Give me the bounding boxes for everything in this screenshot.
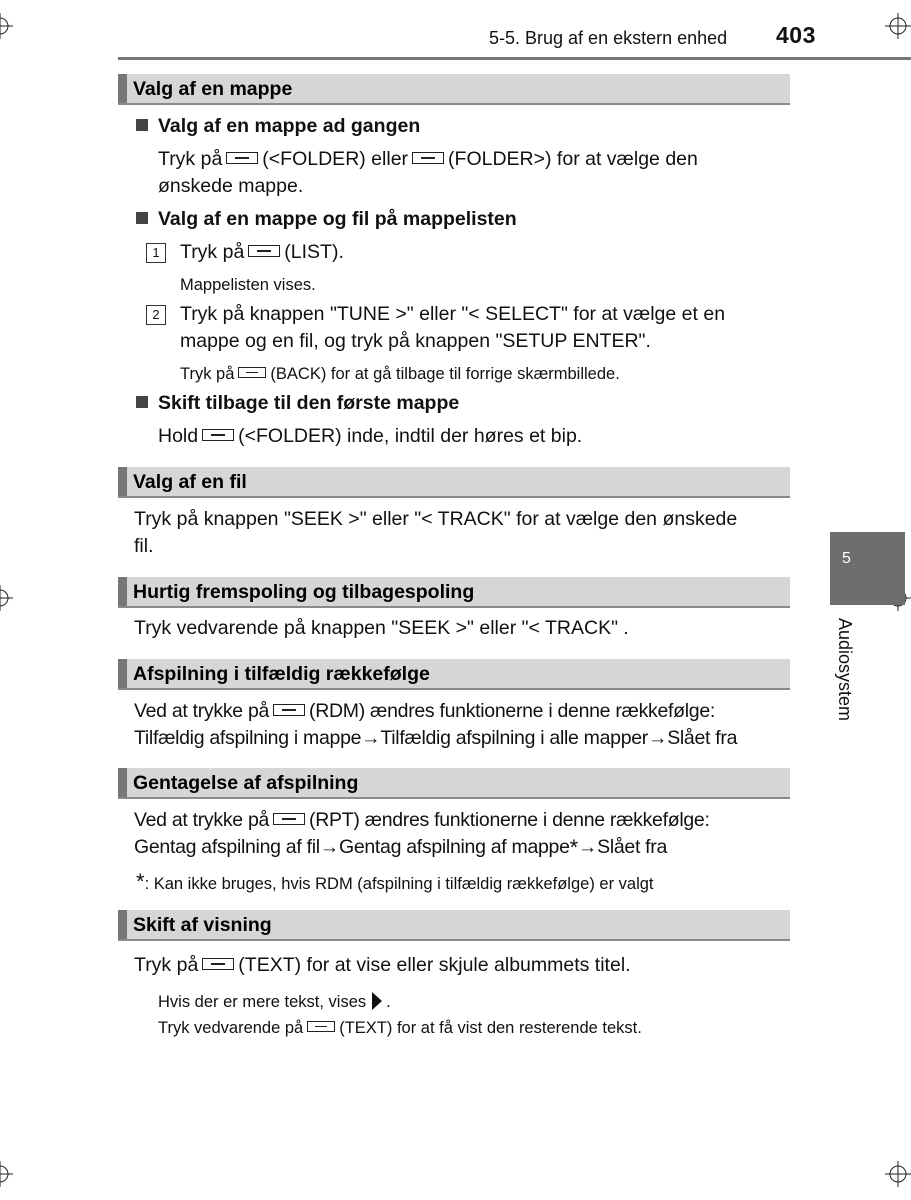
section-heading-bar — [118, 577, 127, 606]
section-title: Skift af visning — [133, 914, 272, 936]
panel-button-icon — [307, 1021, 335, 1032]
step-note — [180, 365, 620, 384]
step-text — [180, 239, 344, 266]
text: Hold — [158, 425, 199, 447]
text: ønskede mappe. — [158, 175, 304, 197]
square-bullet-icon — [136, 212, 148, 224]
text: Tryk på — [180, 241, 245, 263]
text: (RPT) ændres funktionerne i denne rækkefølge: — [309, 809, 710, 831]
text: Tryk vedvarende på — [158, 1019, 304, 1037]
panel-button-icon — [412, 152, 444, 164]
text: . — [386, 993, 391, 1011]
text: (RDM) ændres funktionerne i denne rækkefølge: — [309, 700, 715, 722]
section-title: Afspilning i tilfældig rækkefølge — [133, 663, 430, 685]
panel-button-icon — [226, 152, 258, 164]
panel-button-icon — [202, 958, 234, 970]
note — [158, 992, 391, 1012]
section-heading — [118, 74, 790, 105]
subheading — [136, 208, 517, 231]
text: Tilfældig afspilning i mappe→Tilfældig afspilning i alle mapper→Slået fra — [134, 727, 738, 749]
panel-button-icon — [273, 704, 305, 716]
header-rule — [118, 57, 911, 60]
right-triangle-icon — [372, 992, 382, 1010]
panel-button-icon — [248, 245, 280, 257]
subheading-text: Valg af en mappe og fil på mappelisten — [158, 208, 517, 230]
section-heading-bar — [118, 467, 127, 496]
chapter-tab — [830, 532, 905, 605]
registration-mark-icon — [885, 13, 911, 39]
section-heading — [118, 467, 790, 498]
text: (LIST). — [284, 241, 344, 263]
subheading — [136, 115, 420, 138]
subheading-text: Skift tilbage til den første mappe — [158, 392, 460, 414]
step-number-box: 1 — [146, 243, 166, 263]
text: : Kan ikke bruges, hvis RDM (afspilning i tilfældig rækkefølge) er valgt — [144, 875, 654, 893]
text: (<FOLDER) inde, indtil der høres et bip. — [238, 425, 583, 447]
paragraph — [134, 807, 794, 861]
step-number-box: 2 — [146, 305, 166, 325]
note — [158, 1019, 642, 1038]
chapter-tab-number: 5 — [842, 550, 851, 567]
text: →Slået fra — [577, 836, 668, 858]
paragraph — [134, 506, 794, 560]
section-title: Valg af en fil — [133, 471, 247, 493]
section-heading-bar — [118, 74, 127, 103]
text: Tryk på knappen "SEEK >" eller "< TRACK" for at vælge den ønskede — [134, 508, 738, 530]
panel-button-icon — [202, 429, 234, 441]
text: Tryk på knappen "TUNE >" eller "< SELECT" for at vælge et en — [180, 303, 726, 325]
page-number: 403 — [776, 22, 816, 48]
chapter-tab-label: Audiosystem — [835, 618, 855, 722]
text: (TEXT) for at vise eller skjule albummets titel. — [238, 954, 631, 976]
subheading — [136, 392, 459, 415]
section-heading — [118, 910, 790, 941]
registration-mark-icon — [885, 1161, 911, 1187]
square-bullet-icon — [136, 119, 148, 131]
paragraph — [158, 146, 788, 200]
text: (TEXT) for at få vist den resterende tekst. — [339, 1019, 642, 1037]
section-heading-bar — [118, 768, 127, 797]
text: Gentag afspilning af fil→Gentag afspilning af mappe — [134, 836, 570, 858]
step-text — [180, 301, 790, 355]
footnote-star: * — [136, 869, 145, 894]
panel-button-icon — [238, 367, 266, 378]
text: (BACK) for at gå tilbage til forrige skærmbillede. — [270, 365, 620, 383]
running-header: 5-5. Brug af en ekstern enhed — [489, 28, 728, 48]
text: Hvis der er mere tekst, vises — [158, 993, 367, 1011]
footnote-star: * — [569, 835, 578, 860]
text: Ved at trykke på — [134, 700, 270, 722]
registration-mark-icon — [0, 13, 13, 39]
text: (<FOLDER) eller — [262, 148, 409, 170]
section-heading — [118, 659, 790, 690]
section-heading — [118, 577, 790, 608]
section-heading-bar — [118, 659, 127, 688]
section-title: Valg af en mappe — [133, 78, 293, 100]
step-note: Mappelisten vises. — [180, 276, 316, 294]
subheading-text: Valg af en mappe ad gangen — [158, 115, 421, 137]
paragraph: Tryk vedvarende på knappen "SEEK >" eller "< TRACK" . — [134, 617, 629, 639]
text: Tryk på — [180, 365, 235, 383]
panel-button-icon — [273, 813, 305, 825]
text: Tryk på — [134, 954, 199, 976]
square-bullet-icon — [136, 396, 148, 408]
paragraph — [134, 952, 631, 979]
text: (FOLDER>) for at vælge den — [448, 148, 698, 170]
text: Ved at trykke på — [134, 809, 270, 831]
text: Tryk på — [158, 148, 223, 170]
paragraph — [158, 423, 582, 450]
registration-mark-icon — [0, 1161, 13, 1187]
footnote — [136, 869, 654, 895]
section-title: Hurtig fremspoling og tilbagespoling — [133, 581, 475, 603]
registration-mark-icon — [0, 585, 13, 611]
text: mappe og en fil, og tryk på knappen "SETUP ENTER". — [180, 330, 651, 352]
section-title: Gentagelse af afspilning — [133, 772, 359, 794]
paragraph — [134, 698, 794, 752]
section-heading — [118, 768, 790, 799]
section-heading-bar — [118, 910, 127, 939]
text: fil. — [134, 535, 154, 557]
